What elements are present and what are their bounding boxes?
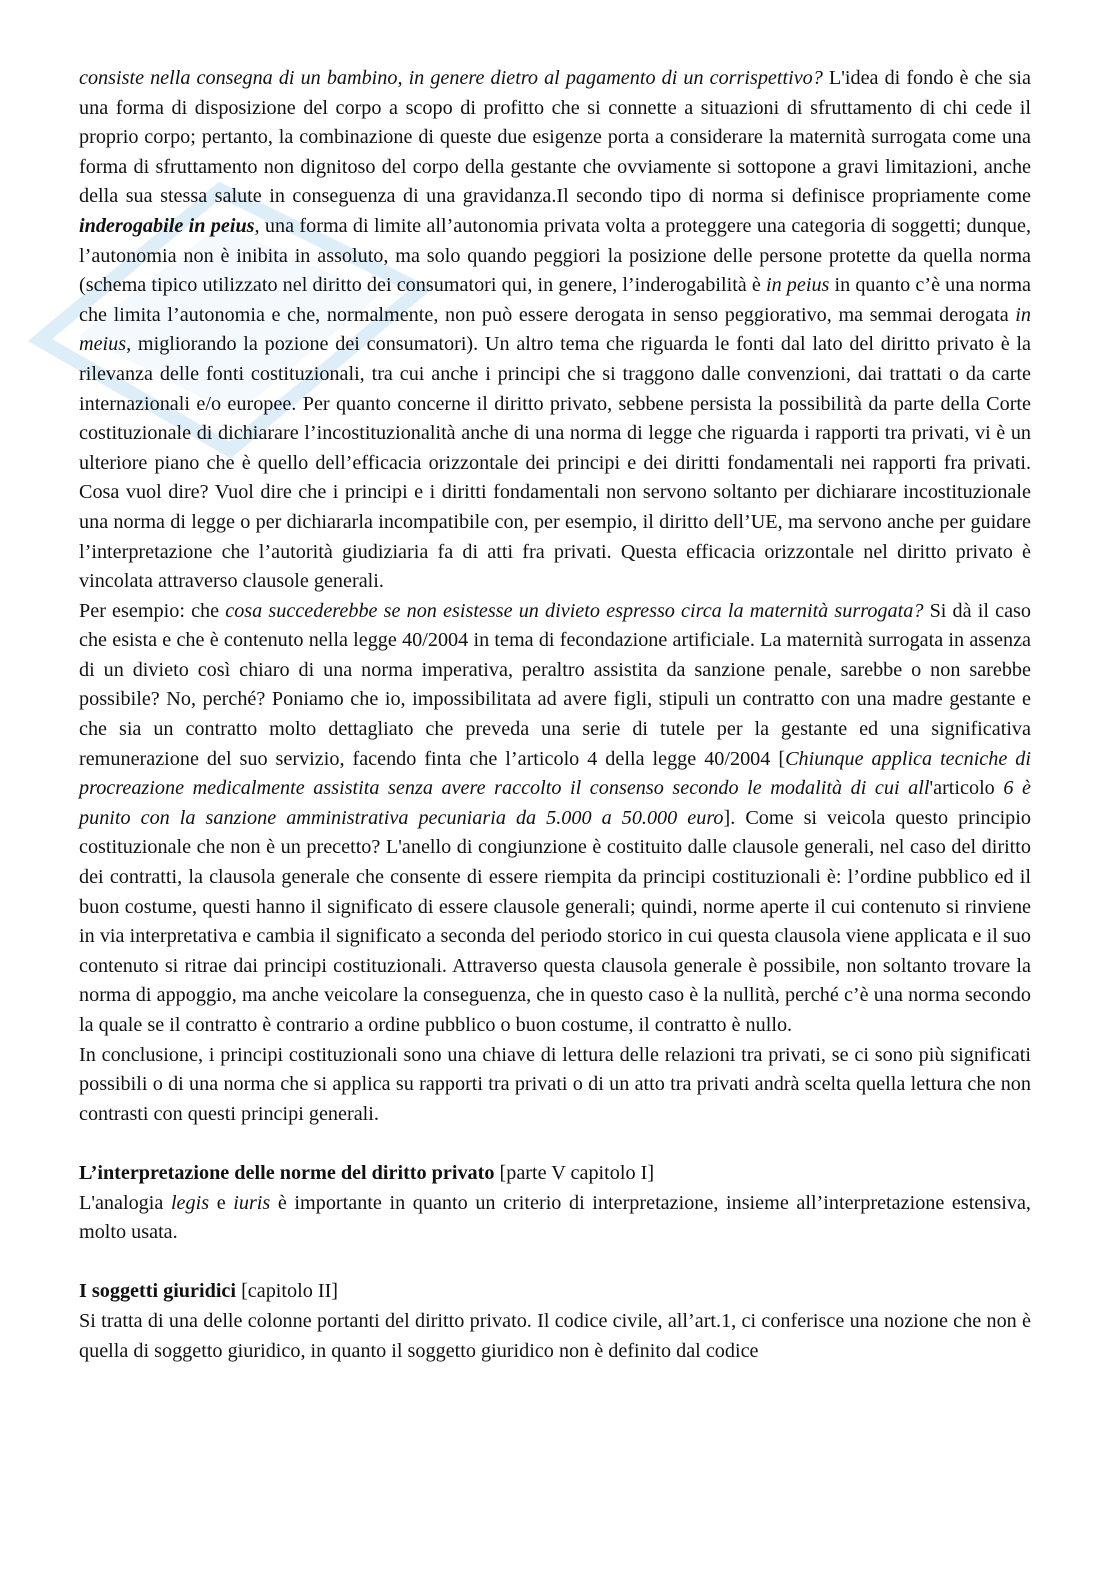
paragraph-interpretazione (79, 1189, 1031, 1248)
text-run: è importante in quanto un criterio di interpretazione, insieme all’interpretazione estensiva, molto usata. (79, 1191, 1031, 1244)
text-run: e (209, 1191, 234, 1214)
text-run: ]. Come si veicola questo principio costituzionale che non è un precetto? L'anello di congiunzione è costituito dalle clausole generali, nel caso del diritto dei contratti, la clausola generale che consente di essere riempita da principi costituzionali è: l’ordine pubblico ed il buon costume, questi hanno il significato di essere clausole generali; quindi, norme aperte il cui contenuto si rinviene in via interpretativa e cambia il significato a seconda del periodo storico in cui questa clausola viene applicata e il suo contenuto si ritrae dai principi costituzionali. Attraverso questa clausola generale è possibile, non soltanto trovare la norma di appoggio, ma anche veicolare la conseguenza, che in questo caso è la nullità, perché c’è una norma secondo la quale se il contratto è contrario a ordine pubblico o buon costume, il contratto è nullo. (79, 806, 1031, 1036)
latin-term: legis (170, 1191, 210, 1214)
latin-term: iuris (233, 1191, 271, 1214)
spacer (79, 1248, 1031, 1278)
law-quote: Chiunque applica tecniche di procreazione medicalmente assistita senza avere raccolto il consenso secondo le modalità di cui all (79, 747, 1031, 800)
section-heading: L’interpretazione delle norme del diritto privato (79, 1161, 495, 1184)
paragraph-soggetti: Si tratta di una delle colonne portanti del diritto privato. Il codice civile, all’art.1, ci conferisce una nozione che non è quella di soggetto giuridico, in quanto il soggetto giuridico non è definito dal codice (79, 1309, 1031, 1362)
text-run: Si dà il caso che esista e che è contenuto nella legge 40/2004 in tema di fecondazione artificiale. La maternità surrogata in assenza di un divieto così chiaro di una norma imperativa, peraltro assistita da sanzione penale, sarebbe o non sarebbe possibile? No, perché? Poniamo che io, impossibilitata ad avere figli, stipuli un contratto con una madre gestante e che sia un contratto molto dettagliato che preveda una serie di tutele per la gestante ed una significativa remunerazione del suo servizio, facendo finta che l’articolo 4 della legge 40/2004 [ (79, 599, 1031, 770)
latin-term: in meius (79, 303, 1031, 356)
key-term: inderogabile in peius (79, 214, 255, 237)
spacer (79, 1129, 1031, 1159)
text-run: L'analogia (79, 1191, 171, 1214)
section-reference: [capitolo II] (236, 1280, 339, 1303)
rhetorical-question: cosa succederebbe se non esistesse un divieto espresso circa la maternità surrogata? (225, 599, 924, 622)
text-run: , una forma di limite all’autonomia privata volta a proteggere una categoria di soggetti; dunque, l’autonomia non è inibita in assoluto, ma solo quando peggiori la posizione delle persone protette da quella norma (schema tipico utilizzato nel diritto dei consumatori qui, in genere, l’inderogabilità è (79, 214, 1031, 297)
document-body (79, 64, 1031, 1366)
text-run: Per esempio: che (79, 599, 226, 622)
text-run: , migliorando la pozione dei consumatori). Un altro tema che riguarda le fonti dal lato del diritto privato è la rilevanza delle fonti costituzionali, tra cui anche i principi che si traggono dalle convenzioni, dai trattati o da carte internazionali e/o europee. Per quanto concerne il diritto privato, sebbene persista la possibilità da parte della Corte costituzionale di dichiarare l’incostituzionalità anche di una norma di legge che riguarda i rapporti tra privati, vi è un ulteriore piano che è quello dell’efficacia orizzontale dei principi e dei diritti fondamentali nei rapporti fra privati. Cosa vuol dire? Vuol dire che i principi e i diritti fondamentali non servono soltanto per dichiarare incostituzionale una norma di legge o per dichiararla incompatibile con, per esempio, il diritto dell’UE, ma servono anche per guidare l’interpretazione che l’autorità giudiziaria fa di atti fra privati. Questa efficacia orizzontale nel diritto privato è vincolata attraverso clausole generali. (79, 333, 1031, 593)
section-reference: [parte V capitolo I] (494, 1161, 655, 1184)
section-interpretazione (79, 1159, 1031, 1189)
rhetorical-question: consiste nella consegna di un bambino, in genere dietro al pagamento di un corrispettivo? (79, 67, 823, 89)
paragraph-2 (79, 597, 1031, 1041)
text-run: L'idea di fondo è che sia una forma di disposizione del corpo a scopo di profitto che si connette a situazioni di sfruttamento di chi cede il proprio corpo; pertanto, la combinazione di queste due esigenze porta a considerare la maternità surrogata come una forma di sfruttamento non dignitoso del corpo della gestante che ovviamente si sottopone a gravi limitazioni, anche della sua stessa salute in conseguenza di una gravidanza.Il secondo tipo di norma si definisce propriamente come (79, 67, 1031, 208)
law-quote: 6 è punito con la sanzione amministrativa pecuniaria da 5.000 a 50.000 euro (79, 777, 1031, 829)
paragraph-1 (79, 64, 1031, 597)
text-run: 'articolo (929, 777, 1004, 800)
paragraph-3: In conclusione, i principi costituzionali sono una chiave di lettura delle relazioni tra privati, se ci sono più significati possibili o di una norma che si applica su rapporti tra privati o di un atto tra privati andrà scelta quella lettura che non contrasti con questi principi generali. (79, 1043, 1031, 1125)
section-heading: I soggetti giuridici (79, 1280, 237, 1303)
text-run: in quanto c’è una norma che limita l’autonomia e che, normalmente, non può essere derogata in senso peggiorativo, ma semmai derogata (79, 274, 1031, 326)
section-soggetti (79, 1277, 1031, 1307)
latin-term: in peius (765, 274, 830, 297)
